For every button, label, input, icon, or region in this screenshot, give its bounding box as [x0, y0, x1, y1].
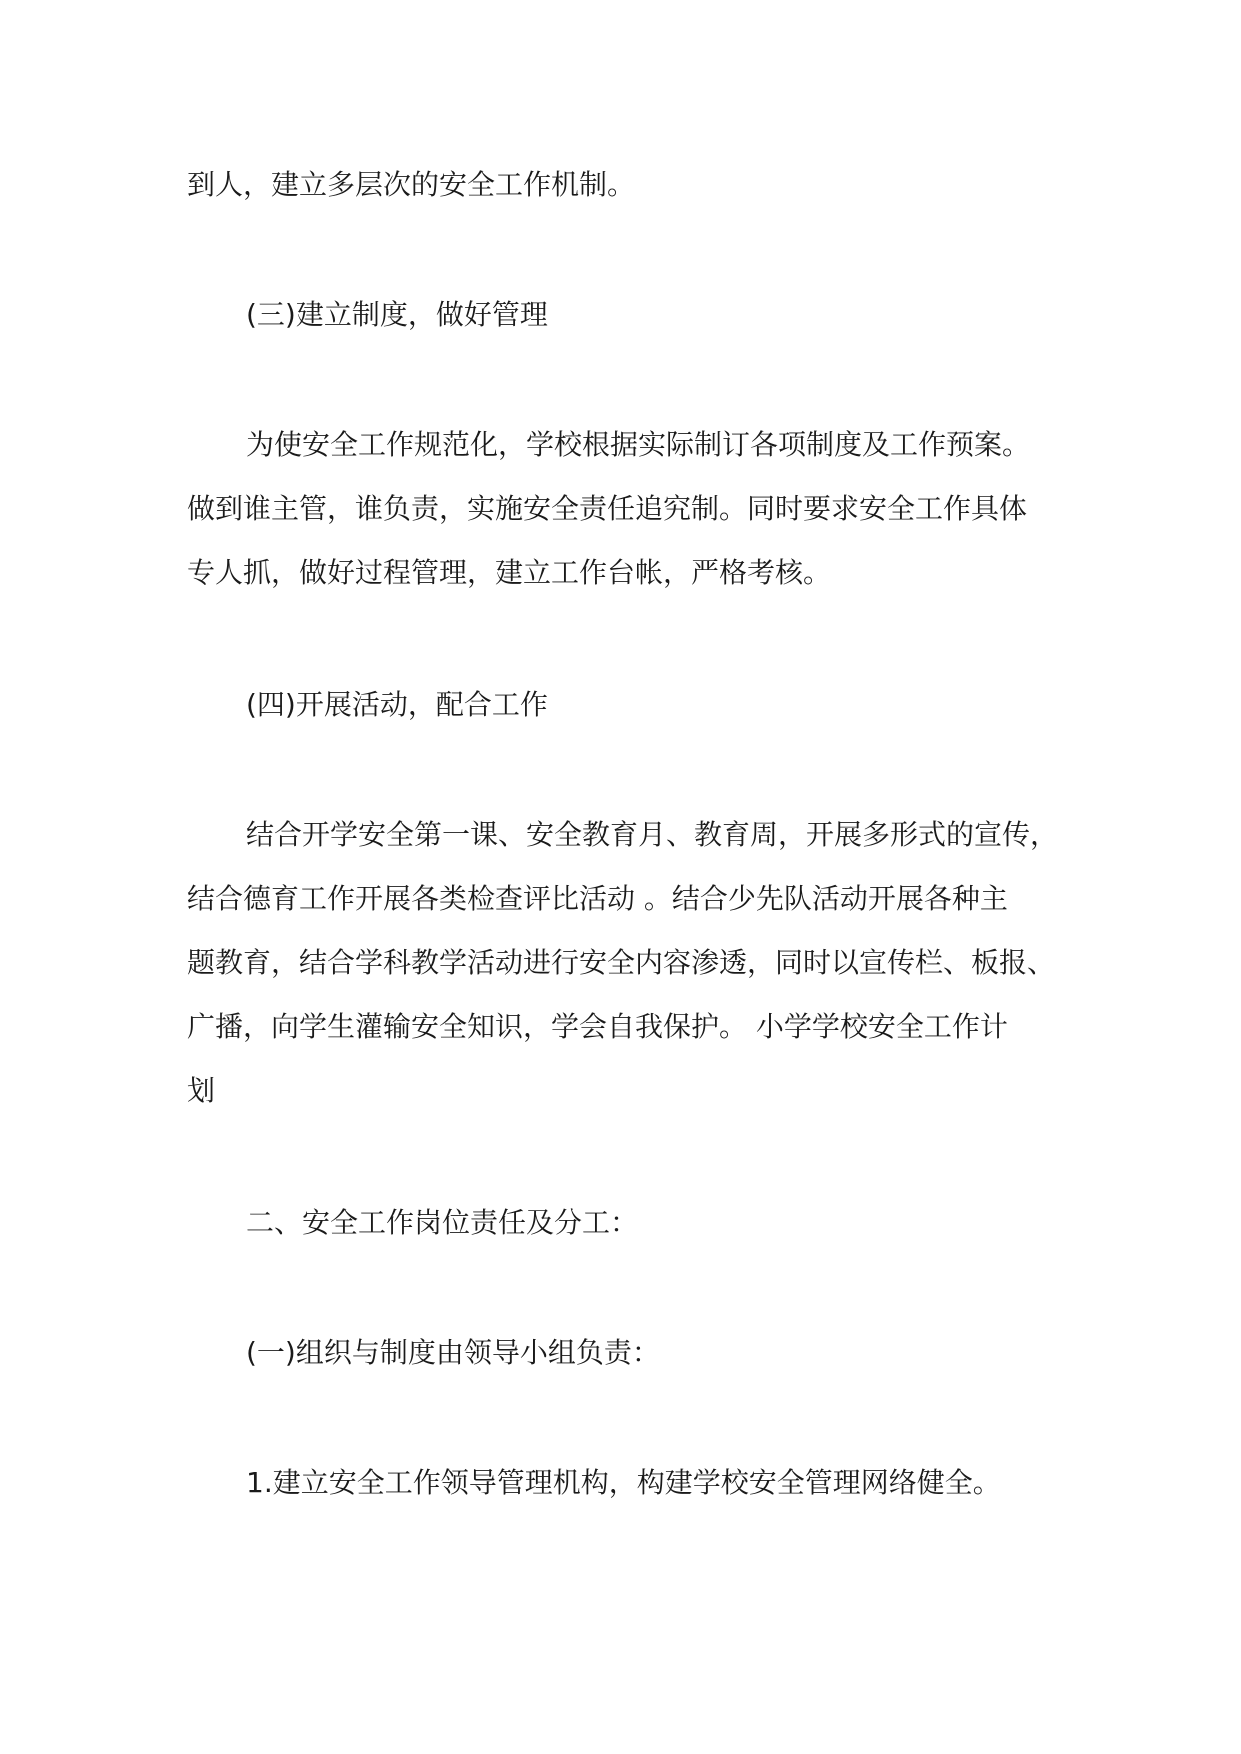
paragraph-line: 做到谁主管，谁负责，实施安全责任追究制。同时要求安全工作具体	[187, 492, 1028, 525]
paragraph-line: 到人，建立多层次的安全工作机制。	[187, 168, 636, 201]
paragraph-line: 结合德育工作开展各类检查评比活动 。结合少先队活动开展各种主	[187, 882, 1008, 915]
section-heading: (四)开展活动，配合工作	[246, 688, 548, 721]
section-heading: (一)组织与制度由领导小组负责：	[246, 1336, 660, 1369]
section-heading: (三)建立制度，做好管理	[246, 298, 548, 331]
paragraph-line: 1.建立安全工作领导管理机构，构建学校安全管理网络健全。	[246, 1466, 1001, 1499]
paragraph-line: 划	[187, 1074, 216, 1107]
paragraph-line: 广播，向学生灌输安全知识，学会自我保护。 小学学校安全工作计	[187, 1010, 1008, 1043]
paragraph-line: 题教育，结合学科教学活动进行安全内容渗透，同时以宣传栏、板报、	[187, 946, 1056, 979]
section-heading: 二、安全工作岗位责任及分工：	[246, 1206, 639, 1239]
paragraph-line: 结合开学安全第一课、安全教育月、教育周，开展多形式的宣传，	[246, 818, 1059, 851]
paragraph-line: 专人抓，做好过程管理，建立工作台帐，严格考核。	[187, 556, 832, 589]
paragraph-line: 为使安全工作规范化，学校根据实际制订各项制度及工作预案。	[246, 428, 1031, 461]
